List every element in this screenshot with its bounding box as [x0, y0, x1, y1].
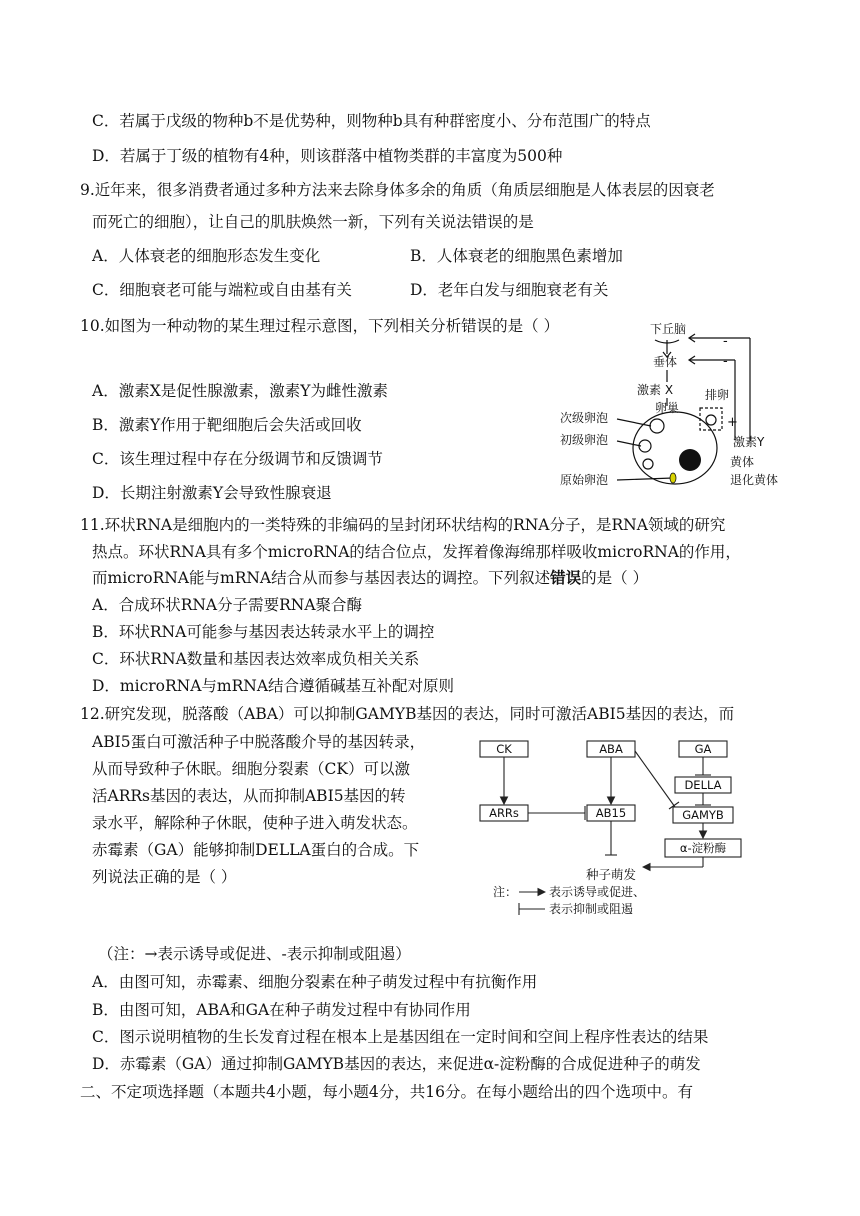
q9-option-a: A．人体衰老的细胞形态发生变化 [92, 247, 321, 265]
corpus-luteum-label: 黄体 [730, 455, 755, 469]
q11-stem-line2: 热点。环状RNA具有多个microRNA的结合位点，发挥着像海绵那样吸收microRNA的作用， [92, 543, 741, 561]
section2-heading: 二、不定项选择题（本题共4小题，每小题4分，共16分。在每小题给出的四个选项中。有 [80, 1083, 693, 1101]
q10-reproduction-diagram [555, 318, 790, 493]
ab15-label: AB15 [595, 806, 627, 820]
q11-option-d: D．microRNA与mRNA结合遵循碱基互补配对原则 [92, 677, 455, 695]
amylase-label: α-淀粉酶 [679, 841, 727, 855]
q12-option-d: D．赤霉素（GA）通过抑制GAMYB基因的表达，来促进α-淀粉酶的合成促进种子的萌发 [92, 1055, 701, 1073]
follicle-3 [643, 459, 653, 469]
gamyb-label: GAMYB [682, 808, 724, 822]
q11-option-a: A．合成环状RNA分子需要RNA聚合酶 [92, 596, 363, 614]
q12-hormone-pathway-diagram [475, 735, 775, 920]
q11-stem-text-a: 而microRNA能与mRNA结合从而参与基因表达的调控。下列叙述 [92, 569, 551, 587]
pointer-primary [617, 441, 641, 446]
q11-stem-line3 [92, 567, 648, 589]
secondary-follicle-label: 次级卵泡 [560, 411, 609, 425]
q12-option-b: B．由图可知，ABA和GA在种子萌发过程中有协同作用 [92, 1001, 471, 1019]
feedback-minus-2: - [723, 354, 728, 369]
q12-stem-line7: 列说法正确的是（ ） [92, 868, 237, 886]
ovary-label: 卵巢 [655, 401, 680, 415]
q12-stem-line5: 录水平，解除种子休眠，使种子进入萌发状态。 [92, 814, 418, 832]
q12-option-c: C．图示说明植物的生长发育过程在根本上是基因组在一定时间和空间上程序性表达的结果 [92, 1028, 709, 1046]
q11-stem-text-c: 的是（ ） [581, 569, 649, 587]
feedback-minus-1: - [723, 334, 728, 349]
q11-stem-line1: 11.环状RNA是细胞内的一类特殊的非编码的呈封闭环状结构的RNA分子，是RNA领域的研究 [80, 516, 726, 534]
legend-inhibit-text: 表示抑制或阻遏 [549, 902, 634, 916]
q9-option-c: C．细胞衰老可能与端粒或自由基有关 [92, 281, 352, 299]
pointer-primordial [617, 478, 673, 480]
q12-stem-line2: ABI5蛋白可激活种子中脱落酸介导的基因转录， [92, 733, 426, 751]
primordial-follicle-label: 原始卵泡 [560, 473, 609, 487]
aba-inhibit-gamyb [635, 751, 675, 807]
germination-label: 种子萌发 [585, 867, 637, 882]
pituitary-label: 垂体 [653, 355, 678, 369]
q12-stem-line1: 12.研究发现，脱落酸（ABA）可以抑制GAMYB基因的表达，同时可激活ABI5基因的表达，而 [80, 705, 735, 723]
q12-stem-line4: 活ARRs基因的表达，从而抑制ABI5基因的转 [92, 787, 406, 805]
primary-follicle-label: 初级卵泡 [560, 433, 609, 447]
ovary-shape [633, 412, 717, 484]
q12-option-a: A．由图可知，赤霉素、细胞分裂素在种子萌发过程中有抗衡作用 [92, 973, 538, 991]
q8-option-c: C．若属于戊级的物种b不是优势种，则物种b具有种群密度小、分布范围广的特点 [92, 112, 651, 130]
q11-option-b: B．环状RNA可能参与基因表达转录水平上的调控 [92, 623, 435, 641]
ovulation-box [700, 408, 722, 430]
della-label: DELLA [684, 778, 722, 792]
q12-note: （注：→表示诱导或促进、-表示抑制或阻遏） [98, 945, 411, 963]
arrs-label: ARRs [489, 806, 519, 820]
q10-option-b: B．激素Y作用于靶细胞后会失活或回收 [92, 416, 362, 434]
q9-stem-line2: 而死亡的细胞），让自己的肌肤焕然一新，下列有关说法错误的是 [92, 213, 534, 231]
q10-option-c: C．该生理过程中存在分级调节和反馈调节 [92, 450, 383, 468]
q9-stem-line1: 9.近年来，很多消费者通过多种方法来去除身体多余的角质（角质层细胞是人体表层的因衰老 [80, 181, 715, 199]
q10-option-a: A．激素X是促性腺激素，激素Y为雌性激素 [92, 382, 388, 400]
q12-stem-line3: 从而导致种子休眠。细胞分裂素（CK）可以激 [92, 760, 410, 778]
q10-option-d: D．长期注射激素Y会导致性腺衰退 [92, 484, 332, 502]
q11-stem-emphasis: 错误 [550, 568, 582, 587]
ovulation-label: 排卵 [705, 388, 730, 402]
q8-option-d: D．若属于丁级的植物有4种，则该群落中植物类群的丰富度为500种 [92, 147, 563, 165]
follicle-1 [650, 419, 664, 433]
q9-option-d: D．老年白发与细胞衰老有关 [410, 281, 609, 299]
feedback-plus: + [727, 415, 738, 430]
q12-stem-line6: 赤霉素（GA）能够抑制DELLA蛋白的合成。下 [92, 841, 420, 859]
q9-option-b: B．人体衰老的细胞黑色素增加 [410, 247, 623, 265]
degenerate-corpus-label: 退化黄体 [730, 473, 779, 487]
hormone-x-label: 激素 X [637, 383, 674, 397]
legend-note-label: 注： [493, 885, 518, 899]
aba-label: ABA [599, 742, 623, 756]
legend-promote-text: 表示诱导或促进、 [549, 885, 646, 899]
corpus-luteum-shape [679, 449, 701, 471]
ga-label: GA [694, 742, 712, 756]
ovulated-egg [706, 415, 716, 425]
degenerate-corpus-shape [670, 473, 676, 483]
q11-option-c: C．环状RNA数量和基因表达效率成负相关关系 [92, 650, 420, 668]
hypothalamus-label: 下丘脑 [650, 322, 687, 336]
q10-stem: 10.如图为一种动物的某生理过程示意图，下列相关分析错误的是（ ） [80, 317, 560, 335]
hormone-y-label: 激素Y [733, 435, 765, 449]
ck-label: CK [496, 742, 512, 756]
